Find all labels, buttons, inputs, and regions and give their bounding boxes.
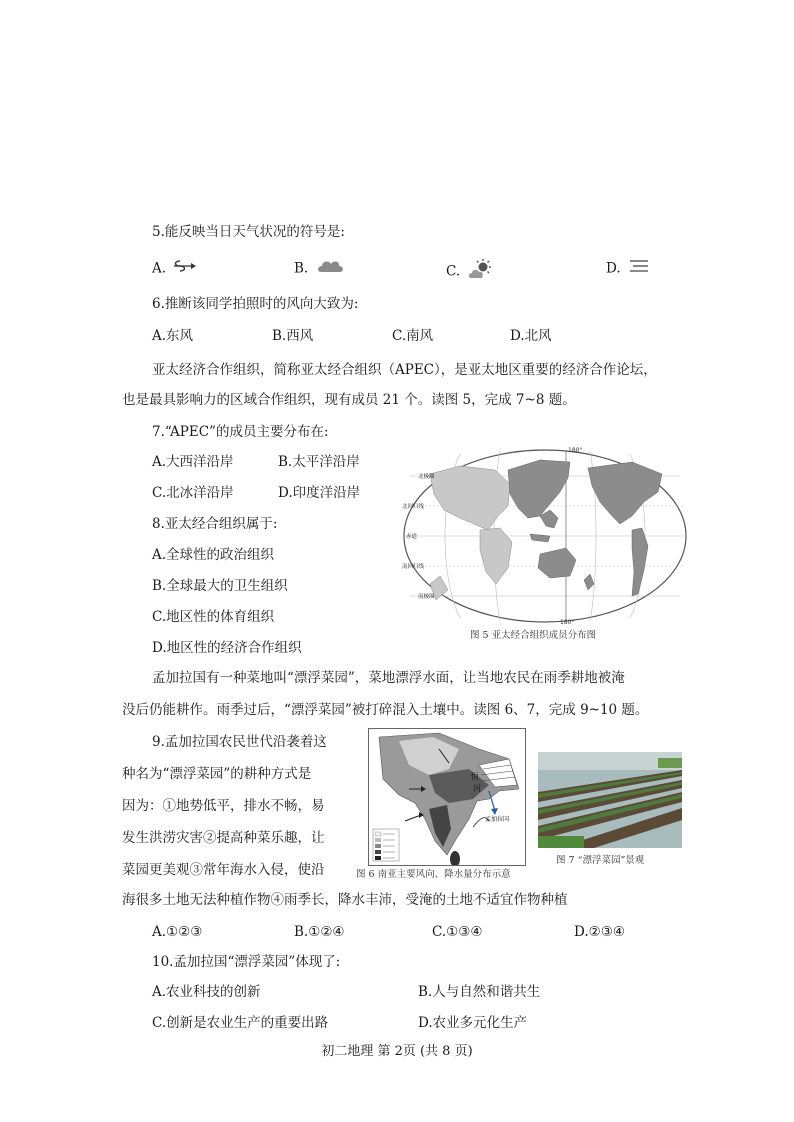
q8-stem: 8.亚太经合组织属于:	[152, 516, 278, 532]
q10-stem: 10.孟加拉国“漂浮菜园”体现了:	[152, 954, 341, 970]
q6-stem: 6.推断该同学拍照时的风向大致为:	[152, 296, 359, 312]
q10-option-c[interactable]: C.创新是农业生产的重要出路	[152, 1015, 329, 1031]
q6-option-c[interactable]: C.南风	[392, 328, 434, 344]
q5-option-b[interactable]	[294, 258, 345, 280]
q9-option-d[interactable]: D.②③④	[574, 924, 625, 940]
fig5-lat-label-tropic-south: 南回归线	[402, 564, 425, 570]
intro1-line2: 也是最具影响力的区域合作组织，现有成员 21 个。读图 5，完成 7~8 题。	[122, 392, 576, 408]
q5-stem: 5.能反映当日天气状况的符号是:	[152, 224, 345, 240]
fig6-legend	[373, 829, 399, 861]
sun-cloud-icon	[468, 258, 494, 286]
fig5-label-top: 180°	[568, 447, 583, 454]
fig5-label-bottom: 180°	[560, 619, 575, 624]
q9-line-6: 海很多土地无法种植作物④雨季长，降水丰沛，受淹的土地不适宜作物种植	[122, 892, 568, 908]
q9-line-2: 种名为“漂浮菜园”的耕种方式是	[122, 766, 312, 782]
intro1-line1: 亚太经济合作组织，简称亚太经合组织（APEC），是亚太地区重要的经济合作论坛，	[152, 362, 657, 378]
fig5-lat-label-antarctic: 南极圈	[418, 594, 435, 600]
q6-option-a[interactable]: A.东风	[152, 328, 194, 344]
figure-5-caption: 图 5 亚太经合组织成员分布图	[470, 630, 597, 641]
fig6-label-river-heng: 恒	[471, 772, 479, 781]
q9-option-b[interactable]: B.①②④	[294, 924, 345, 940]
q8-option-d[interactable]: D.地区性的经济合作组织	[152, 640, 302, 656]
q8-option-b[interactable]: B.全球最大的卫生组织	[152, 578, 288, 594]
q7-option-a[interactable]: A.大西洋沿岸	[152, 454, 234, 470]
fog-icon	[629, 258, 649, 280]
figure-6-caption: 图 6 南亚主要风向、降水量分布示意	[356, 869, 511, 880]
q5-option-a-label: A.	[152, 260, 167, 277]
q7-option-d[interactable]: D.印度洋沿岸	[278, 485, 361, 501]
fig5-lat-label-arctic: 北极圈	[418, 474, 435, 480]
q10-option-d[interactable]: D.农业多元化生产	[418, 1015, 528, 1031]
q6-option-b[interactable]: B.西风	[272, 328, 314, 344]
q9-line-1: 9.孟加拉国农民世代沿袭着这	[152, 734, 327, 750]
intro2-line2: 没后仍能耕作。雨季过后，“漂浮菜园”被打碎混入土壤中。读图 6、7，完成 9~10 题。	[122, 702, 649, 718]
q9-line-5: 菜园更美观③常年海水入侵，使沿	[122, 862, 325, 878]
q10-option-a[interactable]: A.农业科技的创新	[152, 984, 261, 1000]
q5-option-d[interactable]	[606, 258, 649, 280]
wind-symbol-icon	[172, 258, 198, 280]
q9-option-c[interactable]: C.①③④	[432, 924, 483, 940]
q5-option-c-label: C.	[446, 263, 461, 280]
fig6-label-river-he: 河	[473, 784, 481, 793]
figure-5-apec-map	[400, 444, 690, 624]
q7-stem: 7.“APEC”的成员主要分布在:	[152, 424, 329, 440]
q9-option-a[interactable]: A.①②③	[152, 924, 203, 940]
figure-7-caption: 图 7 “漂浮菜园”景观	[556, 855, 645, 866]
fig5-lat-label-equator: 赤道	[406, 534, 418, 540]
q7-option-c[interactable]: C.北冰洋沿岸	[152, 485, 234, 501]
figure-6-south-asia-map	[368, 728, 526, 866]
page-footer: 初二地理 第 2页 (共 8 页)	[321, 1044, 473, 1059]
q7-option-b[interactable]: B.太平洋沿岸	[278, 454, 360, 470]
q9-line-4: 发生洪涝灾害②提高种菜乐趣，让	[122, 830, 325, 846]
q6-option-d[interactable]: D.北风	[510, 328, 552, 344]
q8-option-a[interactable]: A.全球性的政治组织	[152, 547, 275, 563]
q8-option-c[interactable]: C.地区性的体育组织	[152, 609, 275, 625]
fig6-label-country: 孟加拉国	[485, 816, 510, 823]
fig5-lat-label-tropic-north: 北回归线	[402, 504, 425, 510]
q5-option-b-label: B.	[294, 260, 309, 277]
cloud-icon	[317, 258, 345, 280]
q10-option-b[interactable]: B.人与自然和谐共生	[418, 984, 541, 1000]
intro2-line1: 孟加拉国有一种菜地叫“漂浮菜园”，菜地漂浮水面，让当地农民在雨季耕地被淹	[152, 670, 625, 686]
q5-option-d-label: D.	[606, 260, 621, 277]
q9-line-3: 因为：①地势低平，排水不畅，易	[122, 798, 325, 814]
q5-option-a[interactable]	[152, 258, 198, 280]
q5-option-c[interactable]	[446, 258, 494, 286]
figure-7-floating-garden-photo	[538, 752, 682, 848]
